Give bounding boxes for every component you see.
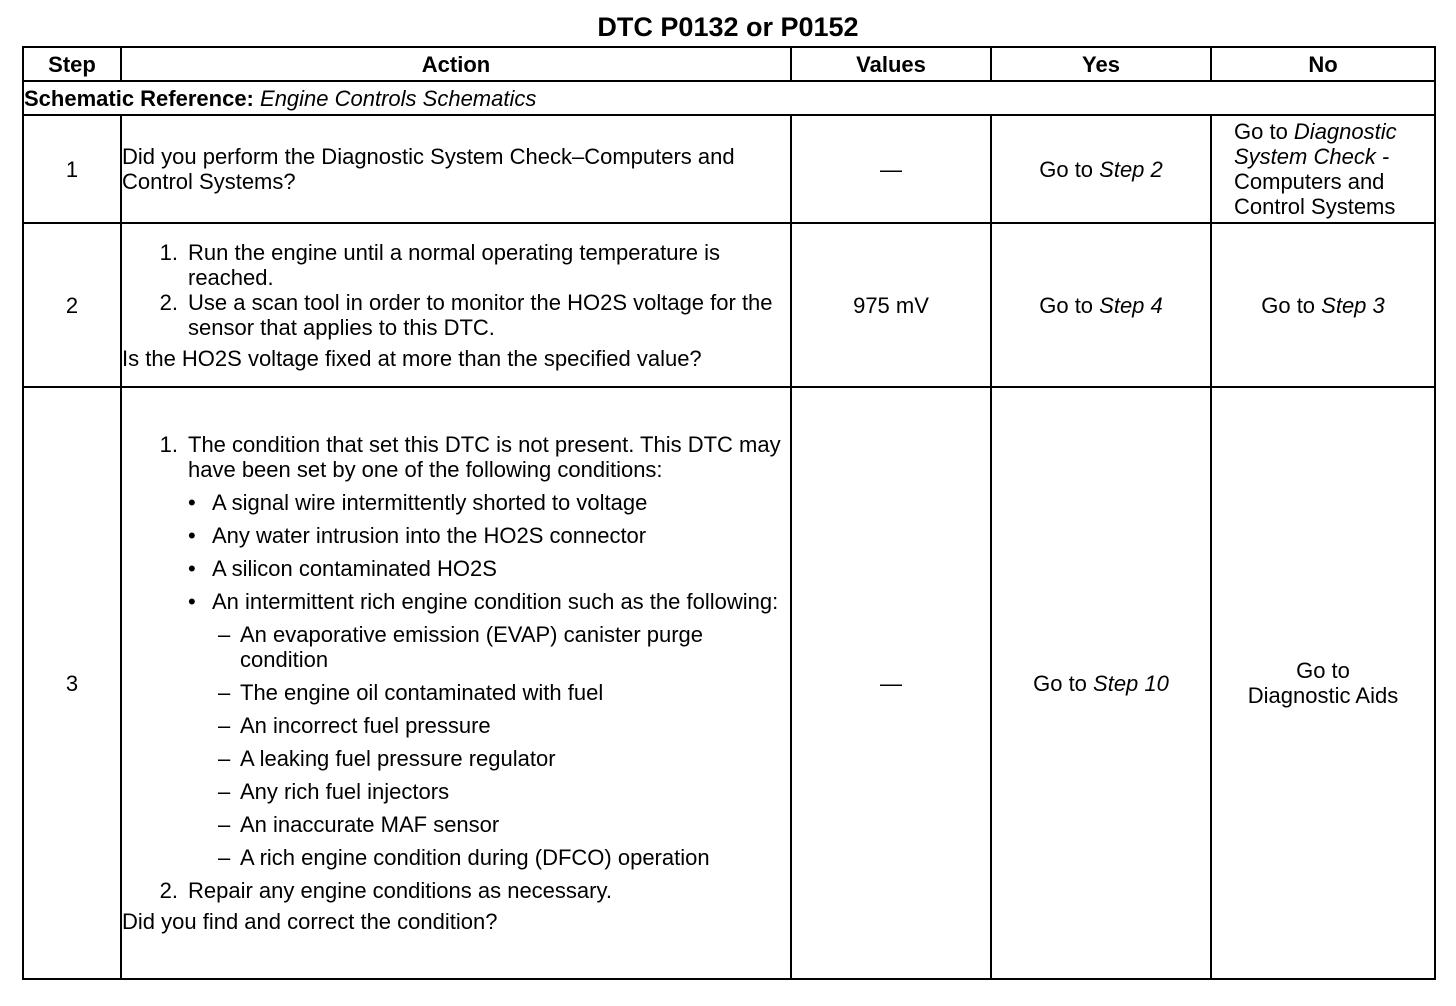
no-prefix: Go to: [1261, 292, 1322, 318]
numbered-item: 1. The condition that set this DTC is not present. This DTC may have been set by one of the following conditions:: [159, 432, 781, 482]
schematic-label: Schematic Reference:: [24, 85, 254, 111]
no-text: [1212, 119, 1434, 219]
dtc-table: [22, 46, 1436, 980]
schematic-link[interactable]: Engine Controls Schematics: [260, 85, 537, 111]
no-link[interactable]: Diagnostic Aids: [1247, 683, 1399, 708]
dash-item: – The engine oil contaminated with fuel: [218, 680, 604, 705]
action-text: Did you perform the Diagnostic System Check–Computers and Control Systems?: [122, 144, 735, 194]
step-number: 2: [23, 223, 121, 387]
no-cell: [1211, 115, 1435, 223]
dash-item: – A leaking fuel pressure regulator: [218, 746, 556, 771]
table-row: [23, 115, 1435, 223]
no-cell: [1211, 387, 1435, 979]
bullet-item: • A signal wire intermittently shorted to voltage: [188, 490, 648, 515]
no-cell: [1211, 223, 1435, 387]
header-yes: Yes: [991, 47, 1211, 81]
dash-item: – A rich engine condition during (DFCO) operation: [218, 845, 710, 870]
action-cell: [121, 387, 791, 979]
numbered-item: 1. Run the engine until a normal operating temperature is reached.: [159, 239, 720, 290]
header-no: No: [1211, 47, 1435, 81]
no-link[interactable]: Step 3: [1321, 292, 1385, 318]
yes-cell: [991, 223, 1211, 387]
table-row: [23, 223, 1435, 387]
bullet-item: • An intermittent rich engine condition such as the following:: [188, 589, 779, 614]
values-cell: —: [791, 387, 991, 979]
table-row: [23, 387, 1435, 979]
no-line1: Go to: [1296, 658, 1350, 683]
bullet-item: • Any water intrusion into the HO2S connector: [188, 523, 647, 548]
action-question: Did you find and correct the condition?: [122, 909, 498, 934]
numbered-item: 2. Repair any engine conditions as necessary.: [159, 878, 612, 903]
yes-prefix: Go to: [1039, 156, 1100, 182]
dash-item: – An inaccurate MAF sensor: [218, 812, 500, 837]
action-question: Is the HO2S voltage fixed at more than the specified value?: [122, 345, 702, 371]
action-cell: [121, 223, 791, 387]
yes-prefix: Go to: [1039, 292, 1100, 318]
header-action: Action: [121, 47, 791, 81]
values-cell: 975 mV: [791, 223, 991, 387]
dash-item: – Any rich fuel injectors: [218, 779, 450, 804]
yes-link[interactable]: Step 4: [1099, 292, 1163, 318]
dash-item: – An evaporative emission (EVAP) canister purge condition: [218, 622, 704, 672]
header-row: [23, 47, 1435, 81]
yes-link[interactable]: Step 2: [1099, 156, 1163, 182]
action-cell: [121, 115, 791, 223]
dash-item: – An incorrect fuel pressure: [218, 713, 491, 738]
yes-cell: [991, 387, 1211, 979]
no-prefix: Go to: [1234, 119, 1294, 144]
yes-cell: [991, 115, 1211, 223]
step-number: 3: [23, 387, 121, 979]
schematic-row: [23, 81, 1435, 115]
step-number: 1: [23, 115, 121, 223]
header-step: Step: [23, 47, 121, 81]
page-title: DTC P0132 or P0152: [597, 12, 859, 42]
yes-link[interactable]: Step 10: [1093, 670, 1169, 696]
values-cell: —: [791, 115, 991, 223]
schematic-reference: [23, 81, 1435, 115]
numbered-item: 2. Use a scan tool in order to monitor the HO2S voltage for the sensor that applies to this DTC.: [159, 289, 773, 340]
no-link[interactable]: Diagnostic System Check -: [1234, 119, 1397, 169]
no-suffix: Computers and Control Systems: [1234, 169, 1396, 219]
bullet-item: • A silicon contaminated HO2S: [188, 556, 497, 581]
yes-prefix: Go to: [1033, 670, 1094, 696]
header-values: Values: [791, 47, 991, 81]
